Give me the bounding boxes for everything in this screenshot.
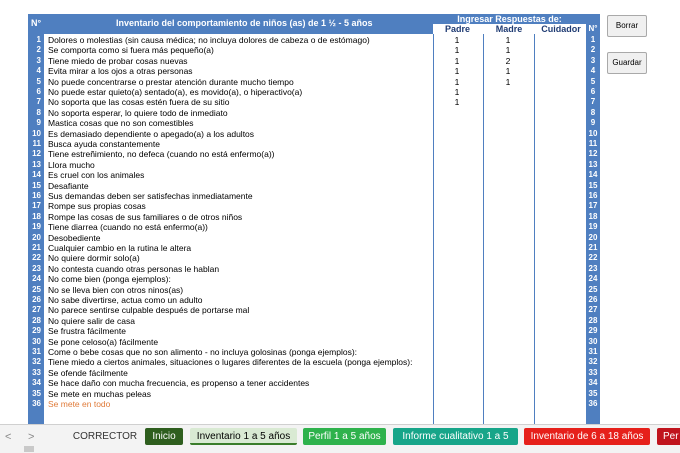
row-number: 29 [32, 326, 41, 336]
question-text: No come bien (ponga ejemplos): [48, 274, 171, 285]
answer-column-headers [433, 24, 586, 34]
table-row [28, 295, 600, 305]
answer-padre-cell[interactable]: 1 [454, 66, 460, 77]
table-row [28, 97, 600, 107]
question-text: Se pone celoso(a) fácilmente [48, 336, 159, 347]
row-number: 18 [32, 211, 41, 221]
question-text: No contesta cuando otras personas le hablan [48, 263, 220, 274]
row-number-right: 9 [590, 118, 596, 128]
row-number-right: 26 [588, 295, 598, 304]
row-number-right: 16 [588, 191, 598, 200]
question-text: No se lleva bien con otros ninos(as) [48, 284, 184, 295]
row-number: 20 [32, 232, 41, 242]
question-text: No quiere dormir solo(a) [48, 253, 140, 264]
row-number-right: 32 [588, 357, 598, 367]
row-number: 13 [32, 159, 41, 169]
row-number-right: 5 [590, 76, 596, 86]
column-header-madre: Madre [484, 24, 534, 34]
table-row [28, 274, 600, 284]
row-number: 35 [32, 388, 41, 398]
question-text: No parece sentirse culpable después de portarse mal [48, 305, 250, 316]
row-number-right: 33 [588, 367, 598, 377]
row-number: 16 [32, 191, 41, 200]
question-text: Evita mirar a los ojos a otras personas [48, 66, 193, 77]
number-column-header: N° [31, 18, 42, 28]
table-row [28, 56, 600, 66]
question-text: Sus demandas deben ser satisfechas inmediatamente [48, 191, 253, 201]
question-text: Mastica cosas que no son comestibles [48, 118, 194, 129]
table-row [28, 389, 600, 399]
row-number-right: 17 [588, 201, 598, 211]
row-number: 5 [36, 76, 41, 86]
answer-madre-cell[interactable]: 2 [505, 55, 511, 66]
row-number-right: 35 [588, 388, 598, 398]
question-text: Llora mucho [48, 159, 95, 170]
table-row [28, 160, 600, 170]
question-text: Tiene diarrea (cuando no está enfermo(a)) [48, 222, 208, 233]
table-row [28, 66, 600, 76]
row-number-right: 31 [588, 347, 598, 356]
row-number-right: 28 [588, 315, 598, 325]
table-row [28, 368, 600, 378]
question-text: Es demasiado dependiente o apegado(a) a los adultos [48, 128, 255, 139]
question-text: Tiene miedo de probar cosas nuevas [48, 55, 188, 66]
question-text: Rompe sus propias cosas [48, 201, 146, 212]
table-row [28, 357, 600, 367]
answer-madre-cell[interactable]: 1 [505, 45, 511, 56]
row-number: 15 [32, 180, 41, 190]
table-row [28, 326, 600, 336]
question-text: Tiene estreñimiento, no defeca (cuando no está enfermo(a)) [48, 149, 275, 160]
answer-madre-cell[interactable]: 1 [505, 35, 511, 45]
column-header-cuidador: Cuidador [536, 24, 586, 34]
table-row [28, 347, 600, 357]
row-number: 1 [36, 35, 41, 44]
answer-padre-cell[interactable]: 1 [454, 55, 460, 66]
row-number-right: 6 [590, 87, 596, 96]
row-number-right: 22 [588, 253, 598, 263]
row-number: 14 [32, 170, 41, 180]
table-row [28, 170, 600, 180]
table-row [28, 378, 600, 388]
row-number: 3 [36, 55, 41, 65]
row-number: 12 [32, 149, 41, 159]
question-text: Es cruel con los animales [48, 170, 145, 181]
tab-perfil-6-18[interactable]: Per [657, 428, 680, 445]
row-number-right: 27 [588, 305, 598, 315]
row-number: 17 [32, 201, 41, 211]
question-text: Rompe las cosas de sus familiares o de otros niños [48, 211, 243, 222]
row-number-right: 36 [588, 399, 598, 408]
row-number: 4 [36, 66, 41, 76]
question-text: Se ofende fácilmente [48, 367, 128, 378]
question-text: Tiene miedo a ciertos animales, situaciones o lugares diferentes de la escuela (ponga ejemplos): [48, 357, 413, 368]
answer-madre-cell[interactable]: 1 [505, 66, 511, 77]
table-row [28, 129, 600, 139]
question-text: No soporta que las cosas estén fuera de su sitio [48, 97, 230, 108]
row-number: 25 [32, 284, 41, 294]
question-text: No quiere salir de casa [48, 315, 135, 326]
table-row [28, 399, 600, 409]
table-row [28, 45, 600, 55]
borrar-button[interactable]: Borrar [607, 15, 647, 37]
table-row [28, 191, 600, 201]
question-text: Come o bebe cosas que no son alimento - no incluya golosinas (ponga ejemplos): [48, 347, 358, 357]
row-number-right: 12 [588, 149, 598, 159]
table-row [28, 87, 600, 97]
row-number-right: 11 [588, 139, 598, 148]
row-number: 9 [36, 118, 41, 128]
table-row [28, 139, 600, 149]
table-row [28, 305, 600, 315]
answer-padre-cell[interactable]: 1 [454, 87, 460, 97]
table-row [28, 149, 600, 159]
table-row [28, 35, 600, 45]
question-text: No puede estar quieto(a) sentado(a), es movido(a), o hiperactivo(a) [48, 87, 303, 97]
table-row [28, 285, 600, 295]
row-number: 26 [32, 295, 41, 304]
table-row [28, 253, 600, 263]
table-row [28, 316, 600, 326]
table-row [28, 264, 600, 274]
column-header-padre: Padre [433, 24, 482, 34]
row-number-right: 18 [588, 211, 598, 221]
row-number: 2 [36, 45, 41, 55]
row-number: 22 [32, 253, 41, 263]
row-number-right: 30 [588, 336, 598, 346]
table-row [28, 337, 600, 347]
table-row [28, 212, 600, 222]
row-number-right: 24 [588, 274, 598, 284]
row-number: 28 [32, 315, 41, 325]
row-number-right: 19 [588, 222, 598, 232]
tab-perfil-1-5[interactable]: Perfil 1 a 5 años [303, 428, 386, 445]
row-number: 21 [32, 243, 41, 252]
answers-header: Ingresar Respuestas de: [433, 14, 586, 24]
question-text: Desobediente [48, 232, 101, 243]
right-number-header: N° [588, 24, 598, 33]
table-row [28, 181, 600, 191]
guardar-button[interactable]: Guardar [607, 52, 647, 74]
row-number-right: 34 [588, 378, 598, 388]
question-text: No sabe divertirse, actua como un adulto [48, 295, 203, 305]
row-number: 23 [32, 263, 41, 273]
question-text: Desafiante [48, 180, 89, 191]
answer-padre-cell[interactable]: 1 [454, 97, 460, 108]
row-number-right: 2 [590, 45, 596, 55]
row-number-right: 15 [588, 180, 598, 190]
question-text: Se comporta como si fuera más pequeño(a) [48, 45, 214, 56]
table-row [28, 233, 600, 243]
row-number: 32 [32, 357, 41, 367]
tab-inventario-6-18[interactable]: Inventario de 6 a 18 años [524, 428, 650, 445]
question-text: No puede concentrarse o prestar atención durante mucho tiempo [48, 76, 294, 87]
row-number: 30 [32, 336, 41, 346]
row-number: 7 [36, 97, 41, 107]
row-number-right: 23 [588, 263, 598, 273]
tab-corrector[interactable]: CORRECTOR [72, 431, 138, 442]
row-number: 24 [32, 274, 41, 284]
row-number-right: 21 [588, 243, 598, 252]
row-number-right: 29 [588, 326, 598, 336]
answer-padre-cell[interactable]: 1 [454, 45, 460, 56]
question-text: Se mete en todo [48, 399, 111, 409]
question-text: Se frustra fácilmente [48, 326, 126, 337]
answer-padre-cell[interactable]: 1 [454, 76, 460, 87]
table-row [28, 222, 600, 232]
row-number: 19 [32, 222, 41, 232]
question-text: No soporta esperar, lo quiere todo de inmediato [48, 107, 228, 118]
row-number: 34 [32, 378, 41, 388]
scroll-indicator [24, 446, 34, 452]
tab-informe-cualitativo[interactable]: Informe cualitativo 1 a 5 [393, 428, 518, 445]
tab-inventario-1-5[interactable]: Inventario 1 a 5 años [190, 428, 297, 445]
tab-prev-icon[interactable]: < [5, 431, 12, 443]
row-number-right: 4 [590, 66, 596, 76]
question-text: Busca ayuda constantemente [48, 139, 160, 149]
row-number: 31 [32, 347, 41, 356]
table-row [28, 201, 600, 211]
table-row [28, 77, 600, 87]
row-number-right: 3 [590, 55, 596, 65]
row-number: 11 [32, 139, 41, 148]
table-title-header [28, 14, 433, 34]
row-number-right: 1 [590, 35, 596, 44]
inventory-title: Inventario del comportamiento de niños (as) de 1 ½ - 5 años [116, 18, 373, 28]
row-number: 36 [32, 399, 41, 408]
row-number: 8 [36, 107, 41, 117]
question-text: Se hace daño con mucha frecuencia, es propenso a tener accidentes [48, 378, 310, 389]
row-number-right: 10 [588, 128, 598, 138]
table-row [28, 108, 600, 118]
row-number: 10 [32, 128, 41, 138]
question-text: Dolores o molestias (sin causa médica; no incluya dolores de cabeza o de estómago) [48, 35, 370, 45]
question-text: Cualquier cambio en la rutina le altera [48, 243, 192, 253]
row-number: 33 [32, 367, 41, 377]
answer-madre-cell[interactable]: 1 [505, 76, 511, 87]
tab-inicio[interactable]: Inicio [145, 428, 183, 445]
row-number-right: 25 [588, 284, 598, 294]
row-number-right: 13 [588, 159, 598, 169]
row-number: 6 [36, 87, 41, 96]
table-row [28, 118, 600, 128]
row-number-right: 20 [588, 232, 598, 242]
row-number-right: 7 [590, 97, 596, 107]
sheet-tab-bar [0, 424, 680, 453]
row-number: 27 [32, 305, 41, 315]
row-number-right: 8 [590, 107, 596, 117]
answer-padre-cell[interactable]: 1 [454, 35, 460, 45]
question-text: Se mete en muchas peleas [48, 388, 152, 399]
tab-next-icon[interactable]: > [28, 431, 35, 443]
table-row [28, 243, 600, 253]
row-number-right: 14 [588, 170, 598, 180]
